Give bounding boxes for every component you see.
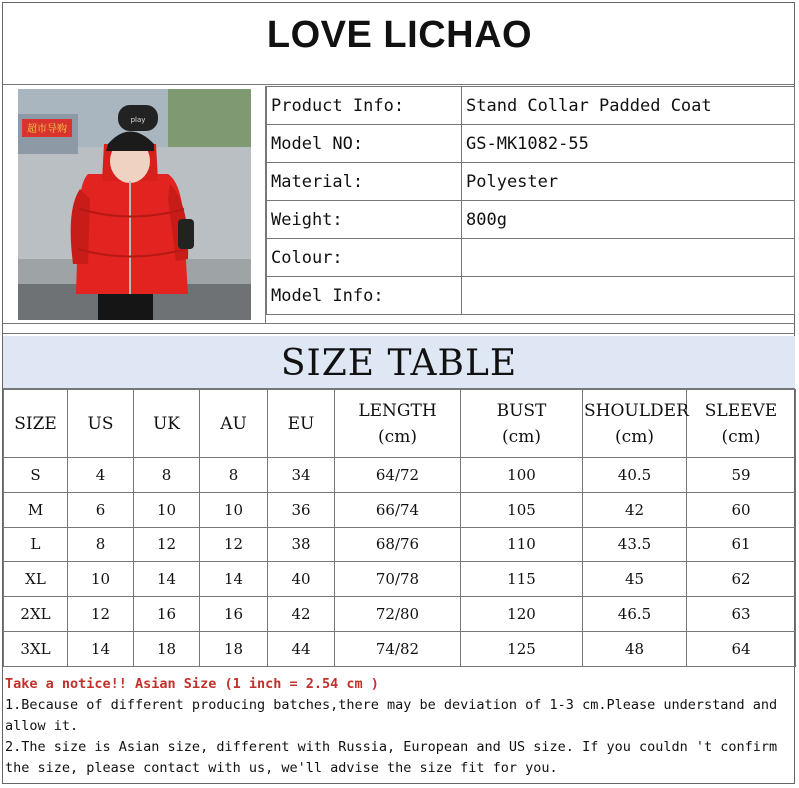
size-cell: 14 bbox=[134, 562, 200, 597]
size-cell: 46.5 bbox=[583, 597, 687, 632]
section-spacer bbox=[3, 323, 795, 334]
size-cell: 38 bbox=[268, 527, 335, 562]
size-row bbox=[4, 631, 796, 666]
notice-line-1: 1.Because of different producing batches,there may be deviation of 1-3 cm.Please understand and allow it. bbox=[5, 697, 778, 734]
size-cell: 10 bbox=[200, 492, 268, 527]
size-row bbox=[4, 458, 796, 493]
size-cell: 44 bbox=[268, 631, 335, 666]
header-eu bbox=[268, 390, 335, 458]
size-cell: 8 bbox=[200, 458, 268, 493]
size-table bbox=[3, 389, 796, 667]
size-cell: 14 bbox=[68, 631, 134, 666]
size-cell: 105 bbox=[461, 492, 583, 527]
size-cell: 120 bbox=[461, 597, 583, 632]
product-info-table bbox=[266, 86, 795, 315]
info-row bbox=[267, 125, 795, 163]
size-cell: 2XL bbox=[4, 597, 68, 632]
size-cell: 6 bbox=[68, 492, 134, 527]
size-table-body bbox=[4, 458, 796, 667]
header-au bbox=[200, 390, 268, 458]
header-text: UK bbox=[152, 413, 181, 434]
size-cell: 34 bbox=[268, 458, 335, 493]
header-length bbox=[335, 390, 461, 458]
size-cell: 48 bbox=[583, 631, 687, 666]
size-cell: 68/76 bbox=[335, 527, 461, 562]
size-cell: 43.5 bbox=[583, 527, 687, 562]
size-cell: 40 bbox=[268, 562, 335, 597]
size-cell: 8 bbox=[134, 458, 200, 493]
notice-title: Take a notice!! Asian Size (1 inch = 2.54 cm ) bbox=[5, 676, 379, 692]
size-cell: 125 bbox=[461, 631, 583, 666]
size-cell: 3XL bbox=[4, 631, 68, 666]
info-label: Model NO: bbox=[267, 125, 462, 163]
header-text: US bbox=[87, 413, 114, 434]
header-text: SIZE bbox=[14, 413, 57, 434]
header-size bbox=[4, 390, 68, 458]
size-cell: 60 bbox=[687, 492, 796, 527]
product-photo-box bbox=[3, 86, 266, 323]
size-cell: 36 bbox=[268, 492, 335, 527]
size-row bbox=[4, 597, 796, 632]
size-cell: 64/72 bbox=[335, 458, 461, 493]
size-cell: 100 bbox=[461, 458, 583, 493]
size-cell: 61 bbox=[687, 527, 796, 562]
info-value: GS-MK1082-55 bbox=[462, 125, 795, 163]
brand-divider bbox=[3, 84, 795, 85]
header-sleeve bbox=[687, 390, 796, 458]
info-label: Material: bbox=[267, 163, 462, 201]
size-cell: 74/82 bbox=[335, 631, 461, 666]
cap-text: play bbox=[130, 116, 146, 124]
size-cell: 10 bbox=[134, 492, 200, 527]
info-label: Model Info: bbox=[267, 277, 462, 315]
header-unit: (cm) bbox=[502, 426, 541, 447]
info-label: Product Info: bbox=[267, 87, 462, 125]
size-cell: M bbox=[4, 492, 68, 527]
header-text: SLEEVE bbox=[704, 400, 778, 421]
notice-line-2: 2.The size is Asian size, different with Russia, European and US size. If you couldn 't confirm the size, please contact with us, we'll advise the size fit for you. bbox=[5, 739, 778, 776]
size-row bbox=[4, 492, 796, 527]
brand-title: LOVE LICHAO bbox=[266, 14, 533, 56]
size-cell: 66/74 bbox=[335, 492, 461, 527]
info-row bbox=[267, 163, 795, 201]
header-text: AU bbox=[220, 413, 247, 434]
size-cell: 72/80 bbox=[335, 597, 461, 632]
size-row bbox=[4, 527, 796, 562]
sign-text: 超市导购 bbox=[27, 124, 67, 135]
size-cell: 59 bbox=[687, 458, 796, 493]
size-table-title: SIZE TABLE bbox=[3, 336, 795, 389]
header-unit: (cm) bbox=[721, 426, 761, 447]
size-cell: 4 bbox=[68, 458, 134, 493]
size-cell: 12 bbox=[134, 527, 200, 562]
header-bust bbox=[461, 390, 583, 458]
info-label: Colour: bbox=[267, 239, 462, 277]
size-cell: 64 bbox=[687, 631, 796, 666]
size-notice bbox=[5, 674, 790, 779]
size-cell: 18 bbox=[134, 631, 200, 666]
model-photo-illustration bbox=[18, 89, 251, 320]
header-text: LENGTH bbox=[358, 400, 437, 421]
size-cell: 42 bbox=[268, 597, 335, 632]
header-uk bbox=[134, 390, 200, 458]
size-cell: L bbox=[4, 527, 68, 562]
info-value: Polyester bbox=[462, 163, 795, 201]
header-text: EU bbox=[287, 413, 315, 434]
header-unit: (cm) bbox=[615, 426, 654, 447]
info-value: Stand Collar Padded Coat bbox=[462, 87, 795, 125]
size-row bbox=[4, 562, 796, 597]
header-shoulder bbox=[583, 390, 687, 458]
product-photo bbox=[18, 89, 251, 320]
header-us bbox=[68, 390, 134, 458]
info-row bbox=[267, 87, 795, 125]
size-cell: 10 bbox=[68, 562, 134, 597]
info-row bbox=[267, 239, 795, 277]
size-cell: 12 bbox=[68, 597, 134, 632]
header-unit: (cm) bbox=[378, 426, 417, 447]
info-label: Weight: bbox=[267, 201, 462, 239]
size-cell: 45 bbox=[583, 562, 687, 597]
size-cell: 42 bbox=[583, 492, 687, 527]
size-cell: 18 bbox=[200, 631, 268, 666]
size-cell: 70/78 bbox=[335, 562, 461, 597]
info-row bbox=[267, 201, 795, 239]
info-value: 800g bbox=[462, 201, 795, 239]
size-header-row bbox=[4, 390, 796, 458]
size-cell: 110 bbox=[461, 527, 583, 562]
size-cell: 40.5 bbox=[583, 458, 687, 493]
header-text: SHOULDER bbox=[584, 400, 689, 421]
size-cell: 16 bbox=[134, 597, 200, 632]
info-value bbox=[462, 239, 795, 277]
info-row bbox=[267, 277, 795, 315]
size-cell: 115 bbox=[461, 562, 583, 597]
size-cell: S bbox=[4, 458, 68, 493]
size-cell: 63 bbox=[687, 597, 796, 632]
info-value bbox=[462, 277, 795, 315]
size-cell: 12 bbox=[200, 527, 268, 562]
size-cell: 16 bbox=[200, 597, 268, 632]
header-text: BUST bbox=[496, 400, 547, 421]
size-cell: 8 bbox=[68, 527, 134, 562]
size-cell: 62 bbox=[687, 562, 796, 597]
size-cell: 14 bbox=[200, 562, 268, 597]
size-cell: XL bbox=[4, 562, 68, 597]
